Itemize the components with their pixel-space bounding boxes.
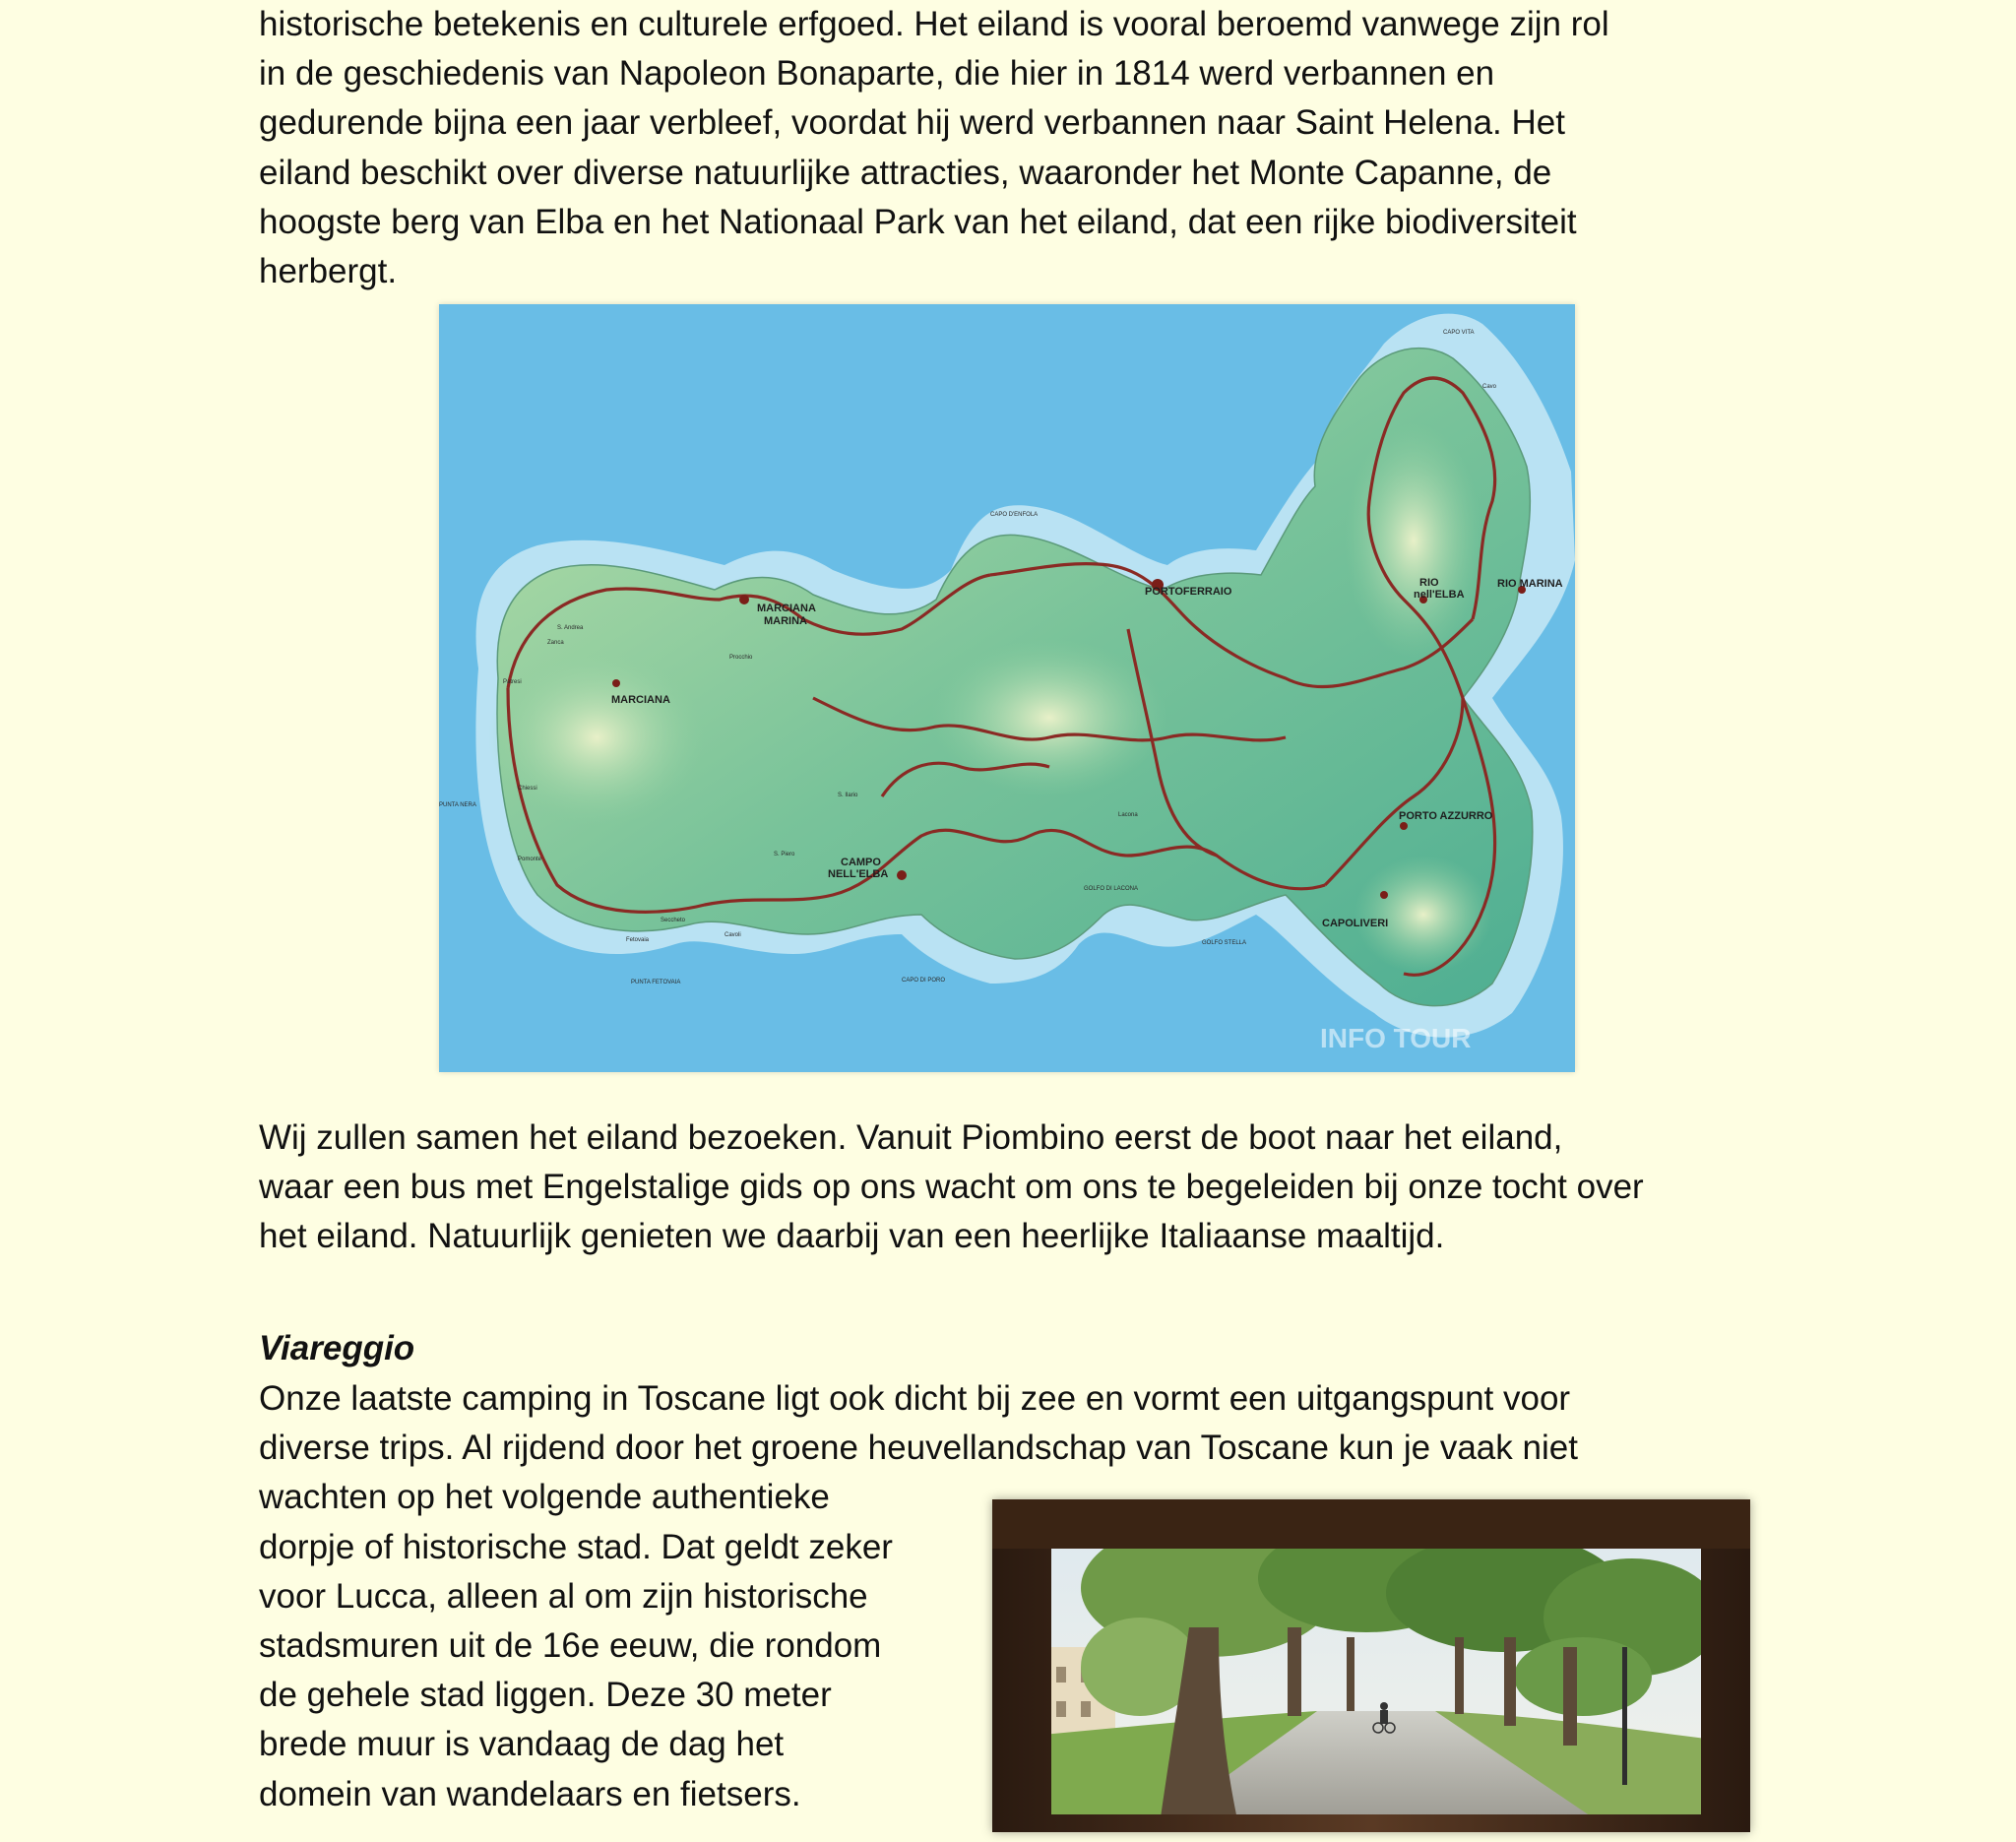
label-capoliveri: CAPOLIVERI [1322,918,1389,929]
viareggio-line: brede muur is vandaag de dag het [259,1725,785,1764]
label-portoferraio: PORTOFERRAIO [1145,586,1232,598]
label-campo-2: NELL'ELBA [828,868,889,880]
label-capo-poro: CAPO DI PORO [902,978,946,984]
label-s-andrea: S. Andrea [557,625,584,631]
intro-line: eiland beschikt over diverse natuurlijke attracties, waaronder het Monte Capanne, de [259,153,1552,192]
viareggio-line: Onze laatste camping in Toscane ligt ook dicht bij zee en vormt een uitgangspunt voor [259,1379,1571,1418]
lucca-walls-drawing [992,1499,1750,1832]
lucca-walls-photo [992,1499,1750,1832]
visit-line: het eiland. Natuurlijk genieten we daarbij van een heerlijke Italiaanse maaltijd. [259,1217,1445,1256]
label-marciana-marina: MARCIANA [757,603,816,614]
lamp-post [1622,1647,1627,1785]
viareggio-line: stadsmuren uit de 16e eeuw, die rondom [259,1626,882,1666]
map-watermark: INFO TOUR [1320,1023,1472,1053]
label-patresi: Patresi [503,679,522,685]
visit-paragraph [259,1113,1644,1262]
viareggio-line: wachten op het volgende authentieke [259,1478,830,1517]
label-rio-marina: RIO MARINA [1497,578,1563,590]
calamita-relief [1354,856,1492,974]
intro-paragraph [259,0,1609,296]
intro-line: gedurende bijna een jaar verbleef, voordat hij werd verbannen naar Saint Helena. Het [259,103,1565,143]
town-marker-marciana-marina [739,595,749,604]
label-capo-vita: CAPO VITA [1443,330,1475,336]
intro-line: historische betekenis en culturele erfgoed. Het eiland is vooral beroemd vanwege zijn rol [259,5,1609,43]
label-punta-nera: PUNTA NERA [439,802,476,808]
label-cavoli: Cavoli [724,932,741,938]
eastern-relief [1345,422,1482,659]
label-seccheto: Seccheto [661,918,686,923]
label-golfo-stella: GOLFO STELLA [1202,940,1247,946]
viareggio-line: dorpje of historische stad. Dat geldt zeker [259,1527,893,1566]
town-marker-capoliveri [1380,891,1388,899]
viareggio-line: domein van wandelaars en fietsers. [259,1774,801,1813]
arch-lintel [992,1499,1750,1549]
visit-line: Wij zullen samen het eiland bezoeken. Vanuit Piombino eerst de boot naar het eiland, [259,1118,1563,1157]
viareggio-heading: Viareggio [259,1329,415,1367]
elba-map [439,304,1575,1072]
label-s-piero: S. Piero [774,852,795,857]
viareggio-line: diverse trips. Al rijdend door het groene heuvellandschap van Toscane kun je vaak niet [259,1429,1578,1468]
intro-line: hoogste berg van Elba en het Nationaal Park van het eiland, dat een rijke biodiversiteit [259,202,1577,241]
label-golfo-lacona: GOLFO DI LACONA [1084,886,1139,892]
label-cavo: Cavo [1482,384,1497,390]
elba-map-drawing [439,304,1575,1072]
label-marciana-marina-2: MARINA [764,615,807,627]
label-fetovaia: Fetovaia [626,937,650,943]
label-marciana: MARCIANA [611,694,670,706]
label-zanca: Zanca [547,640,564,646]
label-pomonte: Pomonte [518,857,542,862]
town-marker-marciana [612,679,620,687]
viareggio-line: voor Lucca, alleen al om zijn historische [259,1576,868,1616]
town-marker-campo [897,870,907,880]
visit-line: waar een bus met Engelstalige gids op ons wacht om ons te begeleiden bij onze tocht over [259,1168,1644,1207]
label-procchio: Procchio [729,655,753,661]
intro-line: herbergt. [259,252,398,291]
label-rio-nell-elba: RIO [1419,577,1439,589]
label-punta-fetovaia: PUNTA FETOVAIA [631,980,681,985]
central-relief [931,639,1167,796]
label-lacona: Lacona [1118,812,1138,818]
label-chiessi: Chiessi [518,786,537,792]
town-marker-porto-azzurro [1400,822,1408,830]
label-s-ilario: S. Ilario [838,793,858,798]
label-rio-nell-elba-2: nell'ELBA [1414,589,1465,601]
viareggio-line: de gehele stad liggen. Deze 30 meter [259,1676,832,1715]
label-campo: CAMPO [841,857,881,868]
intro-line: in de geschiedenis van Napoleon Bonaparte, die hier in 1814 werd verbannen en [259,54,1495,94]
label-porto-azzurro: PORTO AZZURRO [1399,810,1493,822]
label-capo-enfola: CAPO D'ENFOLA [990,512,1039,518]
